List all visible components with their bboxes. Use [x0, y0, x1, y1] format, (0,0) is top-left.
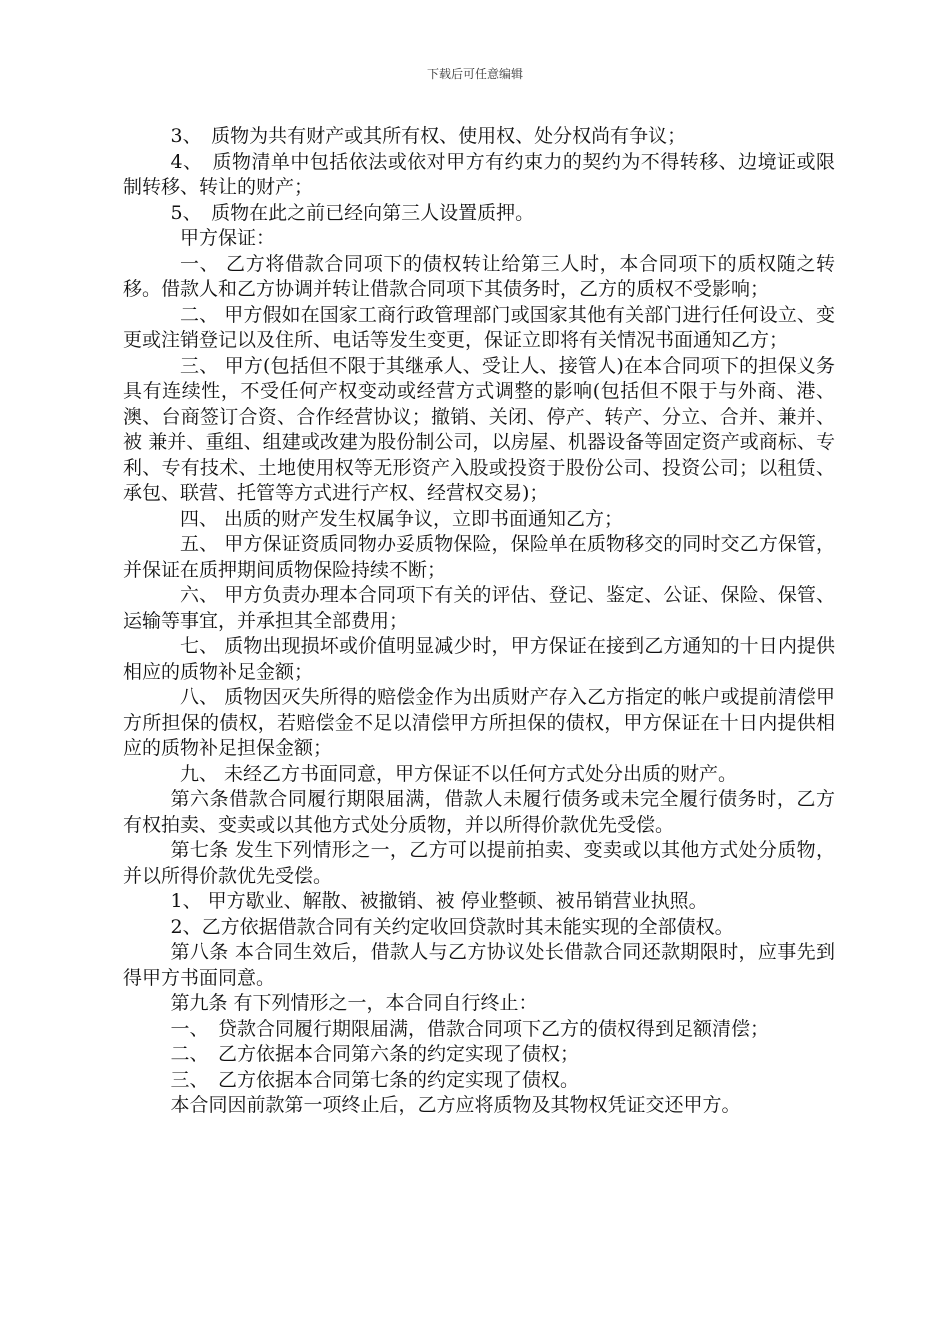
paragraph-article-9-item-2: 二、 乙方依据本合同第六条的约定实现了债权；	[170, 1043, 580, 1065]
paragraph-guarantee-1: 一、 乙方将借款合同项下的债权转让给第三人时，本合同项下的质权随之转移。借款人和乙方协调并转让借款合同项下其债务时，乙方的质权不受影响；	[123, 252, 835, 300]
paragraph-article-9-item-1: 一、 贷款合同履行期限届满，借款合同项下乙方的债权得到足额清偿；	[170, 1017, 770, 1040]
paragraph-guarantee-6: 六、 甲方负责办理本合同项下有关的评估、登记、鉴定、公证、保险、保管、运输等事宜，并承担其全部费用；	[123, 584, 835, 632]
paragraph-item-5: 5、 质物在此之前已经向第三人设置质押。	[170, 201, 535, 224]
paragraph-article-9-item-3: 三、 乙方依据本合同第七条的约定实现了债权。	[170, 1068, 580, 1091]
paragraph-guarantee-2: 二、 甲方假如在国家工商行政管理部门或国家其他有关部门进行任何设立、变更或注销登记以及住所、电话等发生变更，保证立即将有关情况书面通知乙方；	[123, 303, 835, 351]
paragraph-article-6: 第六条借款合同履行期限届满，借款人未履行债务或未完全履行债务时，乙方有权拍卖、变卖或以其他方式处分质物，并以所得价款优先受偿。	[123, 788, 835, 836]
paragraph-guarantee-heading: 甲方保证：	[180, 227, 276, 249]
paragraph-item-3: 3、 质物为共有财产或其所有权、使用权、处分权尚有争议；	[170, 125, 687, 147]
paragraph-item-4: 4、 质物清单中包括依法或依对甲方有约束力的契约为不得转移、边境证或限制转移、转让的财产；	[123, 150, 835, 198]
paragraph-article-7: 第七条 发生下列情形之一，乙方可以提前拍卖、变卖或以其他方式处分质物，并以所得价款优先受偿。	[123, 839, 835, 887]
page-header: 下载后可任意编辑	[426, 67, 523, 81]
paragraph-guarantee-5: 五、 甲方保证资质同物办妥质物保险，保险单在质物移交的同时交乙方保管，并保证在质押期间质物保险持续不断；	[123, 533, 835, 581]
paragraph-guarantee-3: 三、 甲方(包括但不限于其继承人、受让人、接管人)在本合同项下的担保义务具有连续性，不受任何产权变动或经营方式调整的影响(包括但不限于与外商、港、澳、台商签订合资、合作经营协议；撤销、关闭、停产、转产、分立、合并、兼并、被 兼并、重组、组建或改建为股份制公司，以房屋、机器设备等固定资产或商标、专利、专有技术、土地使用权等无形资产入股或投资于股份公司、投资公司；以租赁、承包、联营、托管等方式进行产权、经营权交易)；	[123, 354, 835, 504]
paragraph-article-8: 第八条 本合同生效后，借款人与乙方协议处长借款合同还款期限时，应事先到得甲方书面同意。	[123, 941, 835, 989]
paragraph-article-7-item-1: 1、 甲方歇业、解散、被撤销、被 停业整顿、被吊销营业执照。	[170, 890, 708, 912]
paragraph-guarantee-8: 八、 质物因灭失所得的赔偿金作为出质财产存入乙方指定的帐户或提前清偿甲方所担保的债权，若赔偿金不足以清偿甲方所担保的债权，甲方保证在十日内提供相应的质物补足担保金额；	[123, 686, 835, 759]
paragraph-closing: 本合同因前款第一项终止后，乙方应将质物及其物权凭证交还甲方。	[170, 1094, 741, 1116]
paragraph-guarantee-4: 四、 出质的财产发生权属争议，立即书面通知乙方；	[180, 507, 624, 530]
document-body	[123, 124, 835, 1119]
paragraph-guarantee-9: 九、 未经乙方书面同意，甲方保证不以任何方式处分出质的财产。	[180, 762, 738, 785]
paragraph-article-9: 第九条 有下列情形之一，本合同自行终止：	[170, 992, 538, 1014]
paragraph-guarantee-7: 七、 质物出现损坏或价值明显减少时，甲方保证在接到乙方通知的十日内提供相应的质物补足金额；	[123, 635, 835, 683]
paragraph-article-7-item-2: 2、乙方依据借款合同有关约定收回贷款时其未能实现的全部债权。	[170, 915, 734, 938]
